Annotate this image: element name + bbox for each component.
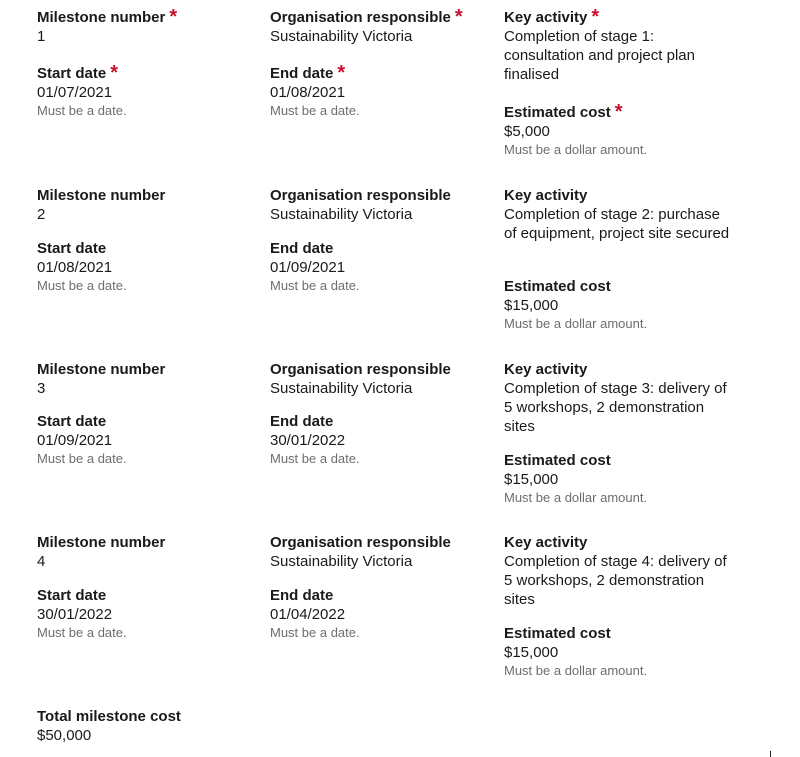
total-milestone-cost: [37, 707, 337, 745]
organisation-value: Sustainability Victoria: [270, 380, 413, 397]
organisation-label: Organisation responsible: [270, 534, 451, 551]
milestone-number-label: Milestone number: [37, 187, 166, 204]
estimated-cost-hint: Must be a dollar amount.: [504, 490, 648, 505]
milestone-3: [0, 360, 800, 530]
text-cursor: [770, 751, 771, 757]
start-date-value: 30/01/2022: [37, 606, 113, 623]
milestone-number-value: 4: [37, 553, 46, 570]
start-date-value: 01/07/2021: [37, 84, 113, 101]
key-activity-label: Key activity: [504, 187, 588, 204]
estimated-cost-value: $15,000: [504, 471, 559, 488]
estimated-cost-value: $5,000: [504, 123, 550, 140]
milestone-number-label: Milestone number *: [37, 6, 178, 28]
estimated-cost-value: $15,000: [504, 644, 559, 661]
key-activity-value: Completion of stage 1: consultation and project plan finalised: [504, 28, 695, 83]
end-date-value: 01/09/2021: [270, 259, 346, 276]
estimated-cost-hint: Must be a dollar amount.: [504, 142, 648, 157]
end-date-value: 30/01/2022: [270, 432, 346, 449]
required-marker: *: [337, 62, 346, 84]
end-date-hint: Must be a date.: [270, 451, 360, 466]
start-date-hint: Must be a date.: [37, 278, 127, 293]
end-date-hint: Must be a date.: [270, 103, 360, 118]
end-date-label: End date: [270, 587, 334, 604]
milestone-number-label: Milestone number: [37, 361, 166, 378]
milestone-number-value: 3: [37, 380, 46, 397]
estimated-cost-label: Estimated cost *: [504, 101, 623, 123]
end-date-value: 01/04/2022: [270, 606, 346, 623]
end-date-hint: Must be a date.: [270, 278, 360, 293]
start-date-label: Start date: [37, 587, 107, 604]
milestone-1: [0, 8, 800, 178]
start-date-label: Start date *: [37, 62, 118, 84]
organisation-label: Organisation responsible: [270, 187, 451, 204]
milestone-number-label: Milestone number: [37, 534, 166, 551]
end-date-label: End date: [270, 413, 334, 430]
required-marker: *: [169, 6, 178, 28]
estimated-cost-label: Estimated cost: [504, 625, 611, 642]
start-date-label: Start date: [37, 413, 107, 430]
required-marker: *: [454, 6, 463, 28]
organisation-value: Sustainability Victoria: [270, 28, 413, 45]
organisation-value: Sustainability Victoria: [270, 553, 413, 570]
end-date-value: 01/08/2021: [270, 84, 346, 101]
organisation-value: Sustainability Victoria: [270, 206, 413, 223]
start-date-hint: Must be a date.: [37, 625, 127, 640]
milestone-4: [0, 533, 800, 703]
organisation-label: Organisation responsible *: [270, 6, 463, 28]
estimated-cost-hint: Must be a dollar amount.: [504, 316, 648, 331]
milestone-number-value: 2: [37, 206, 46, 223]
start-date-value: 01/09/2021: [37, 432, 113, 449]
milestone-2: [0, 186, 800, 356]
key-activity-label: Key activity: [504, 361, 588, 378]
organisation-label: Organisation responsible: [270, 361, 451, 378]
estimated-cost-hint: Must be a dollar amount.: [504, 663, 648, 678]
key-activity-label: Key activity: [504, 534, 588, 551]
start-date-label: Start date: [37, 240, 107, 257]
milestone-number-value: 1: [37, 28, 46, 45]
estimated-cost-value: $15,000: [504, 297, 559, 314]
required-marker: *: [110, 62, 118, 84]
key-activity-label: Key activity *: [504, 6, 600, 28]
required-marker: *: [614, 101, 623, 123]
estimated-cost-label: Estimated cost: [504, 452, 611, 469]
required-marker: *: [591, 6, 600, 28]
key-activity-value: Completion of stage 4: delivery of 5 workshops, 2 demonstration sites: [504, 553, 727, 608]
estimated-cost-label: Estimated cost: [504, 278, 611, 295]
start-date-hint: Must be a date.: [37, 451, 127, 466]
total-cost-label: Total milestone cost: [37, 708, 181, 725]
start-date-hint: Must be a date.: [37, 103, 127, 118]
key-activity-value: Completion of stage 3: delivery of 5 workshops, 2 demonstration sites: [504, 380, 727, 435]
total-cost-value: $50,000: [37, 727, 92, 744]
end-date-hint: Must be a date.: [270, 625, 360, 640]
start-date-value: 01/08/2021: [37, 259, 113, 276]
key-activity-value: Completion of stage 2: purchase of equipment, project site secured: [504, 206, 730, 242]
end-date-label: End date: [270, 240, 334, 257]
end-date-label: End date *: [270, 62, 346, 84]
